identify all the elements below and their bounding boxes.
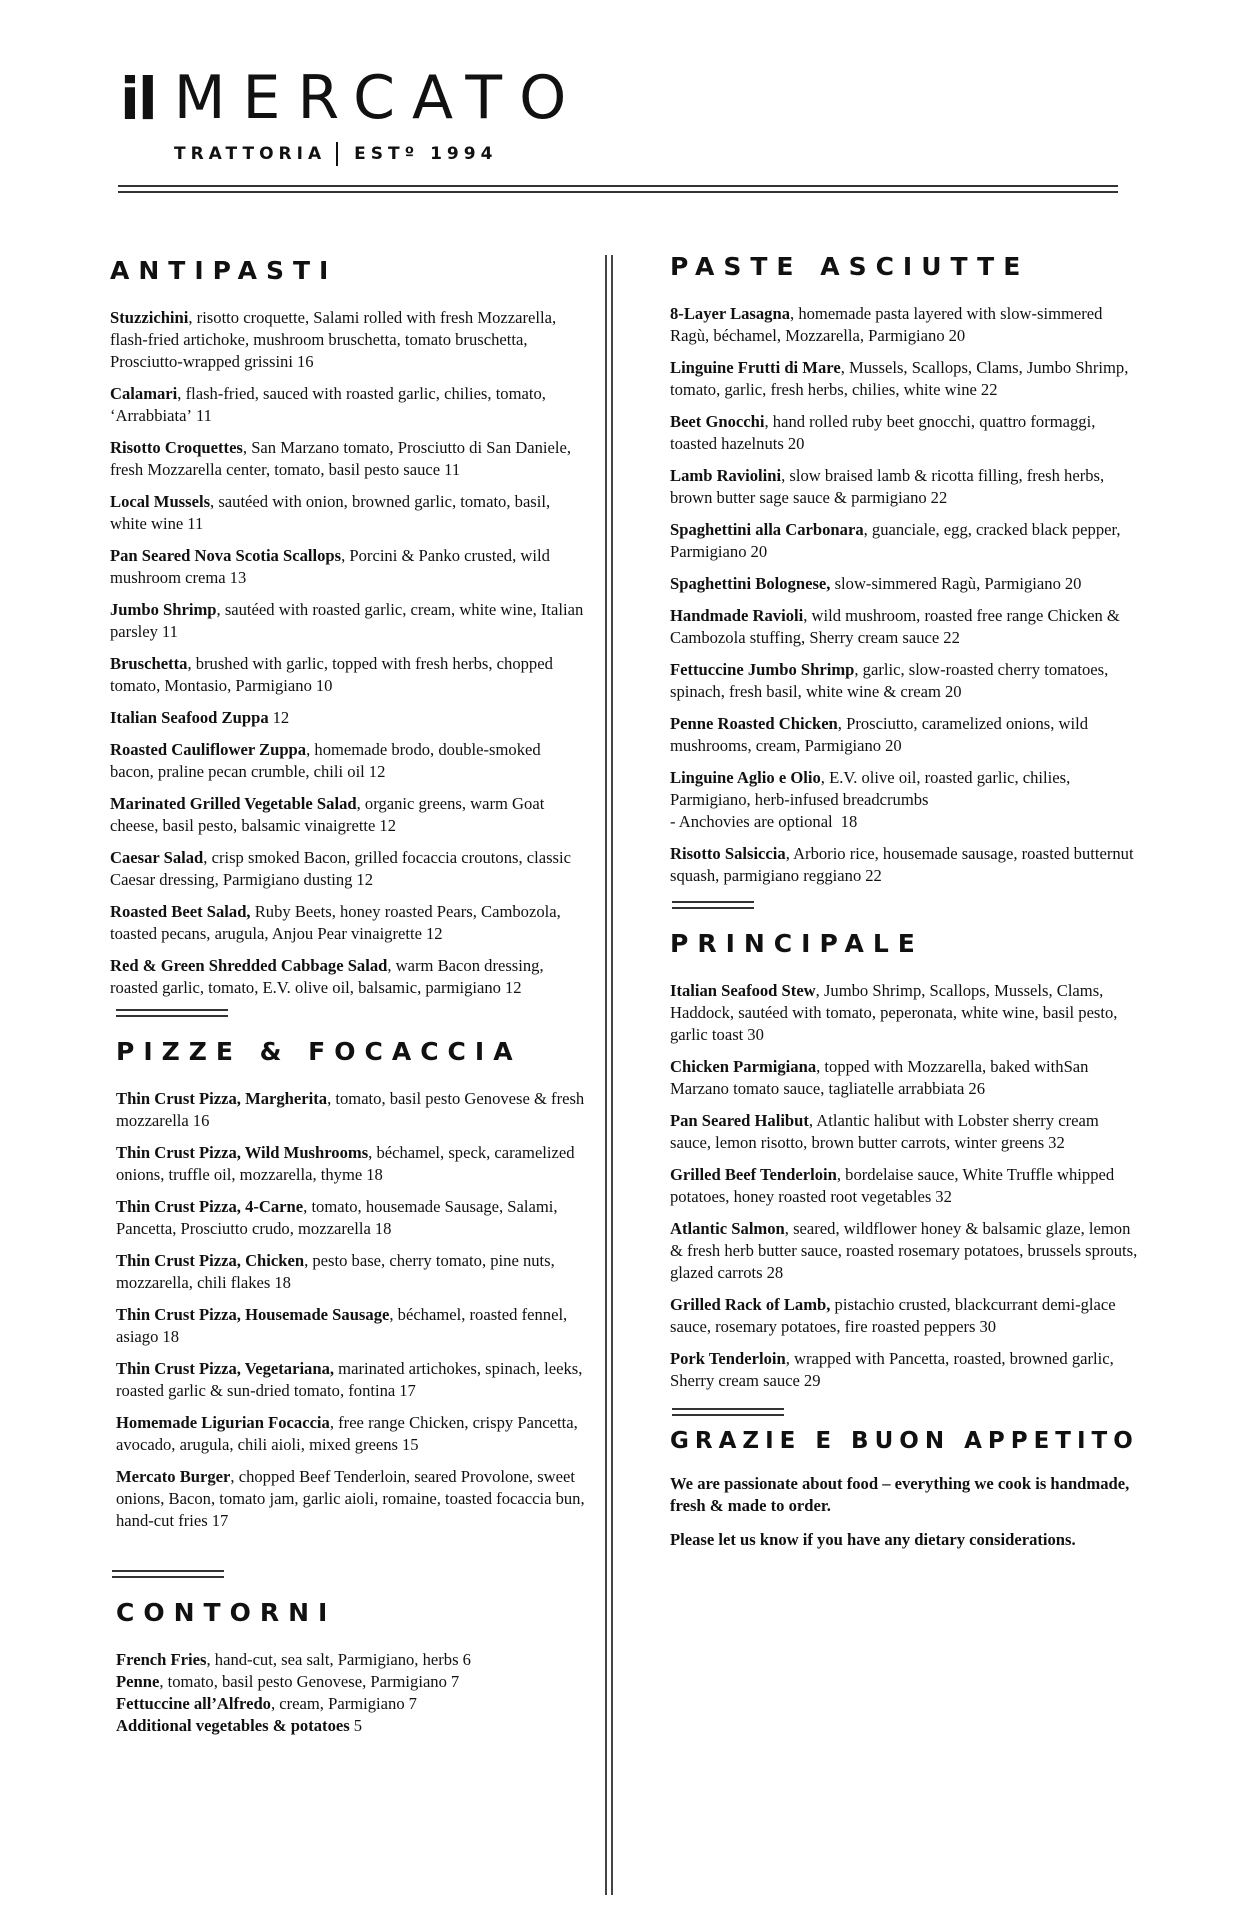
menu-item-price: 22: [930, 488, 948, 507]
menu-item-note: - Anchovies are optional: [670, 812, 833, 831]
menu-item-name: Grilled Beef Tenderloin: [670, 1165, 837, 1184]
menu-item: [670, 1294, 1140, 1338]
menu-item-price: 10: [315, 676, 333, 695]
menu-item-description: , hand-cut, sea salt, Parmigiano, herbs: [206, 1650, 459, 1669]
menu-item-price: 32: [935, 1187, 952, 1206]
section-rule: [672, 1408, 784, 1416]
menu-item-price: 17: [399, 1381, 416, 1400]
menu-item-name: Spaghettini alla Carbonara: [670, 520, 864, 539]
menu-item: [110, 955, 585, 999]
menu-item-description: , sautéed with onion, browned garlic, tomato, basil, white wine: [110, 492, 551, 533]
menu-item-description: , tomato, basil pesto Genovese, Parmigiano: [159, 1672, 447, 1691]
section-title-pizze: PIZZE & FOCACCIA: [116, 1037, 522, 1066]
menu-item-description: , organic greens, warm Goat cheese, basil pesto, balsamic vinaigrette: [110, 794, 545, 835]
header-rule-bottom: [118, 191, 1118, 193]
menu-item-description: , flash-fried, sauced with roasted garlic, chilies, tomato, ‘Arrabbiata’: [110, 384, 546, 425]
menu-item-price: 12: [368, 762, 386, 781]
antipasti-section: [110, 258, 585, 999]
menu-item: [116, 1142, 585, 1186]
menu-item-name: Marinated Grilled Vegetable Salad: [110, 794, 357, 813]
menu-item-description: , wild mushroom, roasted free range Chicken & Cambozola stuffing, Sherry cream sauce: [670, 606, 1120, 647]
menu-item-price: 20: [750, 542, 768, 561]
menu-item: [670, 605, 1140, 649]
section-title-principale: PRINCIPALE: [670, 929, 924, 958]
menu-item-name: Italian Seafood Zuppa: [110, 708, 269, 727]
section-rule: [672, 901, 754, 909]
menu-item-description: pistachio crusted, blackcurrant demi-glace sauce, rosemary potatoes, fire roasted peppers: [670, 1295, 1116, 1336]
menu-item-description: , Jumbo Shrimp, Scallops, Mussels, Clams, Haddock, sautéed with tomato, peperonata, white wine, basil pesto, garlic toast: [670, 981, 1118, 1044]
menu-item-name: Bruschetta: [110, 654, 188, 673]
menu-item-description: , Porcini & Panko crusted, wild mushroom crema: [110, 546, 550, 587]
menu-item: [116, 1250, 585, 1294]
menu-item-description: , pesto base, cherry tomato, pine nuts, mozzarella, chili flakes: [116, 1251, 555, 1292]
menu-item: [670, 1056, 1140, 1100]
menu-item-description: , crisp smoked Bacon, grilled focaccia croutons, classic Caesar dressing, Parmigiano dusting: [110, 848, 571, 889]
menu-item-price: 20: [787, 434, 805, 453]
principale-section: [670, 931, 1140, 1392]
menu-item-name: Thin Crust Pizza, Margherita: [116, 1089, 328, 1108]
menu-item: [110, 653, 585, 697]
tagline-divider: [336, 142, 338, 166]
menu-item: [110, 491, 585, 535]
menu-item-price: 12: [425, 924, 443, 943]
menu-item-price: 12: [379, 816, 396, 835]
menu-item-price: 17: [211, 1511, 229, 1530]
menu-item-description: , tomato, housemade Sausage, Salami, Pancetta, Prosciutto crudo, mozzarella: [116, 1197, 558, 1238]
menu-item-description: , risotto croquette, Salami rolled with fresh Mozzarella, flash-fried artichoke, mushroom bruschetta, tomato bruschetta, Prosciutto-wrapped grissini: [110, 308, 557, 371]
menu-item-description: , Arborio rice, housemade sausage, roasted butternut squash, parmigiano reggiano: [670, 844, 1134, 885]
menu-item-name: Risotto Croquettes: [110, 438, 243, 457]
menu-item-name: Penne: [116, 1672, 160, 1691]
menu-item-name: Thin Crust Pizza, Housemade Sausage: [116, 1305, 390, 1324]
menu-item: [110, 545, 585, 589]
menu-item: [670, 303, 1140, 347]
menu-item: [110, 383, 585, 427]
menu-item-price: 7: [450, 1672, 460, 1691]
menu-item: [670, 411, 1140, 455]
menu-item: [670, 465, 1140, 509]
menu-item-description: marinated artichokes, spinach, leeks, roasted garlic & sun-dried tomato, fontina: [116, 1359, 583, 1400]
column-divider-right-line: [611, 255, 613, 1895]
menu-item-name: Caesar Salad: [110, 848, 204, 867]
menu-item-name: Linguine Aglio e Olio: [670, 768, 821, 787]
section-title-closing: GRAZIE E BUON APPETITO: [670, 1428, 1139, 1454]
menu-item: [110, 707, 585, 729]
menu-item-name: Grilled Rack of Lamb,: [670, 1295, 831, 1314]
menu-item-price: 16: [296, 352, 314, 371]
menu-item: [116, 1196, 585, 1240]
left-column: [110, 258, 585, 1737]
menu-item-description: , garlic, slow-roasted cherry tomatoes, spinach, fresh basil, white wine & cream: [670, 660, 1109, 701]
menu-item-name: Risotto Salsiccia: [670, 844, 786, 863]
right-column: [670, 254, 1140, 1563]
menu-item-name: Pan Seared Halibut: [670, 1111, 809, 1130]
menu-item-description: , bordelaise sauce, White Truffle whipped potatoes, honey roasted root vegetables: [670, 1165, 1115, 1206]
menu-item-name: Pork Tenderloin: [670, 1349, 786, 1368]
tagline-trattoria: TRATTORIA: [174, 144, 327, 164]
menu-item-price: 18: [162, 1327, 179, 1346]
header-rule-top: [118, 185, 1118, 187]
menu-item-price: 11: [196, 406, 212, 425]
tagline: [174, 142, 497, 166]
menu-item-price: 12: [504, 978, 522, 997]
menu-item-name: Chicken Parmigiana: [670, 1057, 817, 1076]
menu-item-name: Roasted Beet Salad,: [110, 902, 251, 921]
menu-item: [116, 1088, 585, 1132]
menu-item-price: 5: [353, 1716, 362, 1735]
menu-item-price: 20: [885, 736, 902, 755]
menu-item-price: 6: [462, 1650, 471, 1669]
menu-item-name: Italian Seafood Stew: [670, 981, 816, 1000]
tagline-established: ESTº 1994: [354, 144, 498, 164]
menu-item-description: , San Marzano tomato, Prosciutto di San Daniele, fresh Mozzarella center, tomato, basil pesto sauce: [110, 438, 572, 479]
menu-item: [116, 1358, 585, 1402]
menu-item: [116, 1671, 585, 1693]
menu-item-name: Fettuccine Jumbo Shrimp: [670, 660, 855, 679]
menu-item-name: Handmade Ravioli: [670, 606, 804, 625]
menu-item-name: Linguine Frutti di Mare: [670, 358, 841, 377]
menu-item-price: 12: [356, 870, 374, 889]
menu-item: [110, 847, 585, 891]
menu-item-price: 18: [374, 1219, 392, 1238]
menu-item-description: , béchamel, roasted fennel, asiago: [116, 1305, 568, 1346]
menu-item-name: Mercato Burger: [116, 1467, 231, 1486]
menu-item: [670, 1164, 1140, 1208]
section-title-contorni: CONTORNI: [116, 1598, 337, 1627]
menu-item: [116, 1693, 585, 1715]
menu-item-description: , topped with Mozzarella, baked withSan Marzano tomato sauce, tagliatelle arrabbiata: [670, 1057, 1089, 1098]
menu-item-price: 12: [272, 708, 290, 727]
menu-item-price: 22: [943, 628, 960, 647]
menu-item: [116, 1304, 585, 1348]
pizze-section: [110, 1039, 585, 1532]
menu-item-price: 13: [229, 568, 247, 587]
menu-item-description: , E.V. olive oil, roasted garlic, chilies, Parmigiano, herb-infused breadcrumbs: [670, 768, 1071, 809]
menu-item-description: , brushed with garlic, topped with fresh herbs, chopped tomato, Montasio, Parmigiano: [110, 654, 553, 695]
menu-item-name: Thin Crust Pizza, Chicken: [116, 1251, 305, 1270]
menu-item-name: Atlantic Salmon: [670, 1219, 785, 1238]
menu-item: [670, 1218, 1140, 1284]
menu-item-price: 18: [274, 1273, 291, 1292]
menu-item-description: , Atlantic halibut with Lobster sherry cream sauce, lemon risotto, brown butter carrots, winter greens: [670, 1111, 1099, 1152]
menu-item-description: , guanciale, egg, cracked black pepper, Parmigiano: [670, 520, 1121, 561]
contorni-list: [116, 1649, 585, 1737]
menu-item-name: Penne Roasted Chicken: [670, 714, 838, 733]
contorni-section: [110, 1600, 585, 1737]
section-rule: [116, 1009, 228, 1017]
paste-section: [670, 254, 1140, 887]
menu-item: [110, 307, 585, 373]
menu-item-price: 18: [840, 812, 858, 831]
menu-item: [116, 1715, 585, 1737]
section-title-paste: PASTE ASCIUTTE: [670, 252, 1030, 281]
menu-item-name: Red & Green Shredded Cabbage Salad: [110, 956, 388, 975]
menu-item-description: , warm Bacon dressing, roasted garlic, tomato, E.V. olive oil, balsamic, parmigiano: [110, 956, 544, 997]
menu-item-price: 20: [1064, 574, 1082, 593]
menu-item-price: 26: [968, 1079, 985, 1098]
menu-item-price: 16: [192, 1111, 210, 1130]
column-divider-left-line: [605, 255, 607, 1895]
logo-name: MERCATO: [173, 63, 584, 133]
menu-item-description: , free range Chicken, crispy Pancetta, avocado, arugula, chili aioli, mixed greens: [116, 1413, 578, 1454]
menu-item-price: 15: [402, 1435, 419, 1454]
menu-item-name: Calamari: [110, 384, 178, 403]
closing-message: We are passionate about food – everything we cook is handmade, fresh & made to order.: [670, 1474, 1130, 1515]
menu-item-price: 30: [979, 1317, 997, 1336]
menu-item-price: 11: [444, 460, 461, 479]
menu-item: [670, 659, 1140, 703]
paste-list: [670, 303, 1140, 887]
menu-item-name: Jumbo Shrimp: [110, 600, 217, 619]
menu-item: [670, 767, 1140, 833]
menu-item: [110, 901, 585, 945]
menu-item-description: , slow braised lamb & ricotta filling, fresh herbs, brown butter sage sauce & parmigiano: [670, 466, 1105, 507]
menu-item-price: 28: [766, 1263, 784, 1282]
menu-item: [670, 573, 1140, 595]
restaurant-logo: [120, 63, 584, 133]
menu-item: [116, 1412, 585, 1456]
menu-item-name: 8-Layer Lasagna: [670, 304, 791, 323]
menu-item: [110, 599, 585, 643]
menu-item-name: Homemade Ligurian Focaccia: [116, 1413, 330, 1432]
menu-item-name: Pan Seared Nova Scotia Scallops: [110, 546, 342, 565]
menu-item: [670, 843, 1140, 887]
menu-item-description: , cream, Parmigiano: [270, 1694, 405, 1713]
dietary-note: Please let us know if you have any dietary considerations.: [670, 1530, 1076, 1549]
menu-item: [110, 739, 585, 783]
menu-item-description: , wrapped with Pancetta, roasted, browned garlic, Sherry cream sauce: [670, 1349, 1114, 1390]
menu-item-name: French Fries: [116, 1650, 207, 1669]
menu-item-price: 20: [948, 326, 966, 345]
menu-item-description: , hand rolled ruby beet gnocchi, quattro formaggi, toasted hazelnuts: [670, 412, 1096, 453]
section-rule: [112, 1570, 224, 1578]
closing-section: [670, 1430, 1140, 1551]
menu-item: [670, 1110, 1140, 1154]
section-title-antipasti: ANTIPASTI: [110, 256, 338, 285]
pizze-list: [116, 1088, 585, 1532]
menu-item: [670, 357, 1140, 401]
menu-item-description: , sautéed with roasted garlic, cream, white wine, Italian parsley: [110, 600, 584, 641]
menu-item-description: Ruby Beets, honey roasted Pears, Cambozola, toasted pecans, arugula, Anjou Pear vinaigrette: [110, 902, 561, 943]
menu-item-description: , chopped Beef Tenderloin, seared Provolone, sweet onions, Bacon, tomato jam, garlic aioli, romaine, toasted focaccia bun, hand-cut fries: [116, 1467, 585, 1530]
menu-item-name: Local Mussels: [110, 492, 211, 511]
logo-prefix: il: [120, 65, 156, 133]
principale-list: [670, 980, 1140, 1392]
menu-item-description: , tomato, basil pesto Genovese & fresh mozzarella: [116, 1089, 585, 1130]
menu-item-description: , Mussels, Scallops, Clams, Jumbo Shrimp, tomato, garlic, fresh herbs, chilies, white wine: [670, 358, 1129, 399]
menu-item-price: 18: [366, 1165, 383, 1184]
menu-item-name: Lamb Raviolini: [670, 466, 782, 485]
menu-item: [116, 1466, 585, 1532]
menu-item-price: 11: [187, 514, 204, 533]
menu-item-price: 11: [161, 622, 178, 641]
menu-item-name: Thin Crust Pizza, 4-Carne: [116, 1197, 304, 1216]
menu-item-name: Stuzzichini: [110, 308, 189, 327]
menu-item-price: 30: [747, 1025, 764, 1044]
menu-item: [670, 980, 1140, 1046]
menu-item: [110, 793, 585, 837]
menu-item-description: , Prosciutto, caramelized onions, wild mushrooms, cream, Parmigiano: [670, 714, 1089, 755]
menu-item: [116, 1649, 585, 1671]
menu-item-price: 32: [1048, 1133, 1065, 1152]
menu-item-name: Fettuccine all’Alfredo: [116, 1694, 271, 1713]
menu-item-description: , béchamel, speck, caramelized onions, truffle oil, mozzarella, thyme: [116, 1143, 575, 1184]
menu-item-name: Additional vegetables & potatoes: [116, 1716, 350, 1735]
menu-item-price: 7: [408, 1694, 417, 1713]
menu-item-name: Thin Crust Pizza, Vegetariana,: [116, 1359, 335, 1378]
menu-item-description: , homemade brodo, double-smoked bacon, praline pecan crumble, chili oil: [110, 740, 541, 781]
menu-item-description: , homemade pasta layered with slow-simmered Ragù, béchamel, Mozzarella, Parmigiano: [670, 304, 1103, 345]
menu-item-name: Roasted Cauliflower Zuppa: [110, 740, 307, 759]
menu-item: [670, 519, 1140, 563]
menu-item-description: , seared, wildflower honey & balsamic glaze, lemon & fresh herb butter sauce, roasted rosemary potatoes, brussels sprouts, glazed carrots: [670, 1219, 1138, 1282]
menu-item-name: Beet Gnocchi: [670, 412, 765, 431]
menu-item-price: 22: [980, 380, 998, 399]
menu-item-name: Spaghettini Bolognese,: [670, 574, 831, 593]
menu-item: [110, 437, 585, 481]
menu-item-price: 22: [865, 866, 882, 885]
antipasti-list: [110, 307, 585, 999]
menu-item: [670, 713, 1140, 757]
menu-item-name: Thin Crust Pizza, Wild Mushrooms: [116, 1143, 369, 1162]
menu-item-price: 20: [944, 682, 962, 701]
menu-item-price: 29: [803, 1371, 821, 1390]
menu-item: [670, 1348, 1140, 1392]
menu-item-description: slow-simmered Ragù, Parmigiano: [830, 574, 1061, 593]
